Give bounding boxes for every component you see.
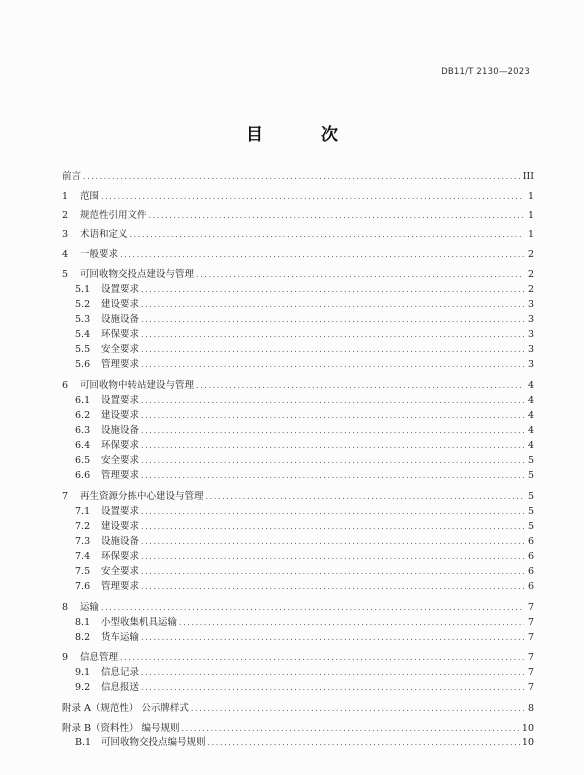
toc-entry-label: 可回收物交投点编号规则: [101, 737, 206, 748]
toc-entry[interactable]: [75, 632, 534, 644]
toc-leader-dots: [141, 344, 524, 356]
toc-leader-dots: [208, 737, 520, 749]
toc-entry-number: 3: [62, 229, 69, 240]
toc-entry-page: 7: [527, 652, 534, 663]
toc-entry[interactable]: [62, 723, 534, 735]
toc-entry-page: 7: [527, 632, 534, 643]
toc-entry-page: 3: [527, 329, 534, 340]
toc-leader-dots: [141, 395, 524, 407]
toc-entry[interactable]: [75, 425, 534, 437]
toc-entry-page: 5: [527, 491, 534, 502]
toc-entry-number: 7.2: [75, 521, 91, 532]
toc-entry-label: 建设要求: [101, 299, 140, 310]
toc-entry-page: 2: [527, 249, 534, 260]
toc-leader-dots: [141, 536, 524, 548]
toc-leader-dots: [120, 249, 524, 261]
toc-leader-dots: [141, 440, 524, 452]
toc-entry-label: 运输: [80, 602, 100, 613]
toc-entry-page: 4: [527, 410, 534, 421]
toc-entry-label: 信息管理: [80, 652, 119, 663]
toc-entry-page: 4: [527, 425, 534, 436]
toc-entry[interactable]: [75, 314, 534, 326]
toc-entry-label: 环保要求: [101, 329, 140, 340]
toc-entry-label: 规范性引用文件: [80, 210, 147, 221]
toc-entry-page: 3: [527, 344, 534, 355]
toc-entry-number: 7.4: [75, 551, 91, 562]
toc-entry-page: 5: [527, 455, 534, 466]
toc-entry-number: 6.3: [75, 425, 91, 436]
toc-entry-page: 4: [527, 395, 534, 406]
toc-entry-page: 7: [527, 667, 534, 678]
toc-entry-number: 9.1: [75, 667, 91, 678]
toc-leader-dots: [141, 359, 524, 371]
toc-leader-dots: [141, 284, 524, 296]
toc-entry-label: 可回收物中转站建设与管理: [80, 380, 195, 391]
toc-entry-number: 7.5: [75, 566, 91, 577]
toc-entry-number: 2: [62, 210, 69, 221]
toc-entry[interactable]: [75, 440, 534, 452]
toc-entry-page: 3: [527, 314, 534, 325]
toc-leader-dots: [141, 521, 524, 533]
toc-entry-label: 环保要求: [101, 440, 140, 451]
toc-leader-dots: [179, 617, 524, 629]
toc-entry[interactable]: [75, 455, 534, 467]
toc-entry-page: 6: [527, 551, 534, 562]
toc-entry[interactable]: [62, 380, 534, 392]
toc-entry[interactable]: [62, 210, 534, 222]
page-title: 目 次: [246, 125, 364, 145]
toc-entry-label: 一般要求: [80, 249, 119, 260]
toc-leader-dots: [141, 329, 524, 341]
toc-entry-label: 建设要求: [101, 410, 140, 421]
toc-leader-dots: [141, 682, 524, 694]
toc-entry-page: 5: [527, 470, 534, 481]
toc-entry-label: 可回收物交投点建设与管理: [80, 269, 195, 280]
toc-entry-label: 信息报送: [101, 682, 140, 693]
toc-entry-number: 8.1: [75, 617, 91, 628]
toc-entry-page: 3: [527, 299, 534, 310]
toc-entry[interactable]: [62, 269, 534, 281]
toc-leader-dots: [141, 299, 524, 311]
toc-leader-dots: [141, 632, 524, 644]
toc-entry-number: 5.4: [75, 329, 91, 340]
toc-entry[interactable]: [75, 667, 534, 679]
toc-entry-page: 7: [527, 617, 534, 628]
toc-entry-page: 6: [527, 581, 534, 592]
toc-entry-label: 附录 B（资料性） 编号规则: [62, 723, 180, 734]
toc-entry-page: 2: [527, 284, 534, 295]
toc-entry[interactable]: [75, 410, 534, 422]
toc-entry-number: 5.5: [75, 344, 91, 355]
toc-entry-number: 6.6: [75, 470, 91, 481]
toc-entry-page: 2: [527, 269, 534, 280]
toc-entry[interactable]: [75, 682, 534, 694]
toc-entry-label: 设置要求: [101, 284, 140, 295]
toc-entry[interactable]: [62, 229, 534, 241]
toc-entry-label: 设施设备: [101, 425, 140, 436]
toc-entry-number: 9.2: [75, 682, 91, 693]
toc-leader-dots: [141, 581, 524, 593]
toc-entry-label: 管理要求: [101, 470, 140, 481]
toc-entry[interactable]: [75, 737, 534, 749]
toc-entry-number: 1: [62, 191, 69, 202]
toc-entry-number: 6.2: [75, 410, 91, 421]
document-code: DB11/T 2130—2023: [441, 67, 530, 77]
toc-entry-label: 信息记录: [101, 667, 140, 678]
toc-leader-dots: [120, 652, 524, 664]
toc-entry-number: 6.1: [75, 395, 91, 406]
toc-entry-number: 5.1: [75, 284, 91, 295]
toc-entry-number: 5.6: [75, 359, 91, 370]
toc-entry[interactable]: [62, 171, 534, 183]
toc-entry[interactable]: [75, 329, 534, 341]
toc-entry-label: 再生资源分拣中心建设与管理: [80, 491, 204, 502]
toc-leader-dots: [149, 210, 524, 222]
toc-entry[interactable]: [75, 581, 534, 593]
toc-leader-dots: [141, 667, 524, 679]
toc-entry-page: 6: [527, 566, 534, 577]
toc-entry-page: 5: [527, 521, 534, 532]
toc-entry[interactable]: [75, 284, 534, 296]
toc-entry-page: 1: [527, 229, 534, 240]
toc-entry-page: 10: [521, 737, 534, 748]
toc-leader-dots: [130, 229, 524, 241]
toc-entry[interactable]: [75, 536, 534, 548]
toc-entry-page: 10: [521, 723, 534, 734]
toc-leader-dots: [196, 269, 524, 281]
toc-entry-label: 管理要求: [101, 581, 140, 592]
toc-entry-number: 7.1: [75, 506, 91, 517]
toc-entry-label: 范围: [80, 191, 100, 202]
toc-leader-dots: [141, 506, 524, 518]
toc-entry[interactable]: [75, 521, 534, 533]
toc-leader-dots: [141, 314, 524, 326]
toc-entry[interactable]: [62, 602, 534, 614]
toc-entry[interactable]: [75, 359, 534, 371]
toc-entry-label: 设置要求: [101, 395, 140, 406]
toc-entry-number: 7.6: [75, 581, 91, 592]
toc-entry-number: 6.4: [75, 440, 91, 451]
toc-entry-page: 1: [527, 210, 534, 221]
toc-entry-label: 设施设备: [101, 536, 140, 547]
toc-entry-label: 管理要求: [101, 359, 140, 370]
toc-leader-dots: [206, 491, 524, 503]
toc-entry[interactable]: [75, 344, 534, 356]
toc-entry[interactable]: [75, 395, 534, 407]
toc-leader-dots: [141, 455, 524, 467]
toc-entry[interactable]: [62, 491, 534, 503]
toc-entry-label: 环保要求: [101, 551, 140, 562]
toc-entry-label: 术语和定义: [80, 229, 128, 240]
toc-leader-dots: [141, 566, 524, 578]
toc-entry[interactable]: [75, 470, 534, 482]
toc-entry-number: 7.3: [75, 536, 91, 547]
toc-leader-dots: [141, 410, 524, 422]
toc-entry-number: B.1: [75, 737, 92, 748]
toc-entry[interactable]: [62, 652, 534, 664]
toc-entry-number: 8.2: [75, 632, 91, 643]
toc-entry-page: 4: [527, 440, 534, 451]
toc-entry-label: 货车运输: [101, 632, 140, 643]
toc-leader-dots: [83, 171, 521, 183]
toc-entry-page: 5: [527, 506, 534, 517]
toc-entry[interactable]: [62, 249, 534, 261]
toc-entry-label: 小型收集机具运输: [101, 617, 178, 628]
toc-entry-number: 7: [62, 491, 69, 502]
toc-entry[interactable]: [62, 703, 534, 715]
toc-leader-dots: [182, 723, 520, 735]
toc-leader-dots: [141, 551, 524, 563]
toc-entry-page: 6: [527, 536, 534, 547]
toc-entry-number: 9: [62, 652, 69, 663]
toc-entry-page: 3: [527, 359, 534, 370]
toc-leader-dots: [101, 191, 524, 203]
toc-entry-number: 5: [62, 269, 69, 280]
toc-entry-number: 8: [62, 602, 69, 613]
toc-leader-dots: [191, 703, 524, 715]
toc-entry[interactable]: [75, 566, 534, 578]
toc-entry[interactable]: [62, 191, 534, 203]
toc-entry-page: 1: [527, 191, 534, 202]
toc-entry-number: 6.5: [75, 455, 91, 466]
toc-entry-page: 7: [527, 682, 534, 693]
toc-entry-page: 4: [527, 380, 534, 391]
toc-leader-dots: [101, 602, 524, 614]
toc-entry-label: 附录 A（规范性） 公示牌样式: [62, 703, 189, 714]
toc-entry[interactable]: [75, 506, 534, 518]
toc-entry-number: 6: [62, 380, 69, 391]
toc-entry-label: 安全要求: [101, 455, 140, 466]
toc-entry-label: 安全要求: [101, 566, 140, 577]
toc-entry-label: 设施设备: [101, 314, 140, 325]
toc-entry-page: III: [522, 171, 534, 182]
toc-entry-number: 5.2: [75, 299, 91, 310]
toc-entry-number: 4: [62, 249, 69, 260]
toc-entry[interactable]: [75, 617, 534, 629]
toc-leader-dots: [141, 470, 524, 482]
toc-entry-number: 5.3: [75, 314, 91, 325]
toc-entry-label: 建设要求: [101, 521, 140, 532]
toc-entry-label: 设置要求: [101, 506, 140, 517]
toc-entry-label: 前言: [62, 171, 82, 182]
toc-entry-label: 安全要求: [101, 344, 140, 355]
toc-entry-page: 7: [527, 602, 534, 613]
toc-entry[interactable]: [75, 551, 534, 563]
toc-entry[interactable]: [75, 299, 534, 311]
toc-entry-page: 8: [527, 703, 534, 714]
toc-leader-dots: [141, 425, 524, 437]
toc-leader-dots: [196, 380, 524, 392]
